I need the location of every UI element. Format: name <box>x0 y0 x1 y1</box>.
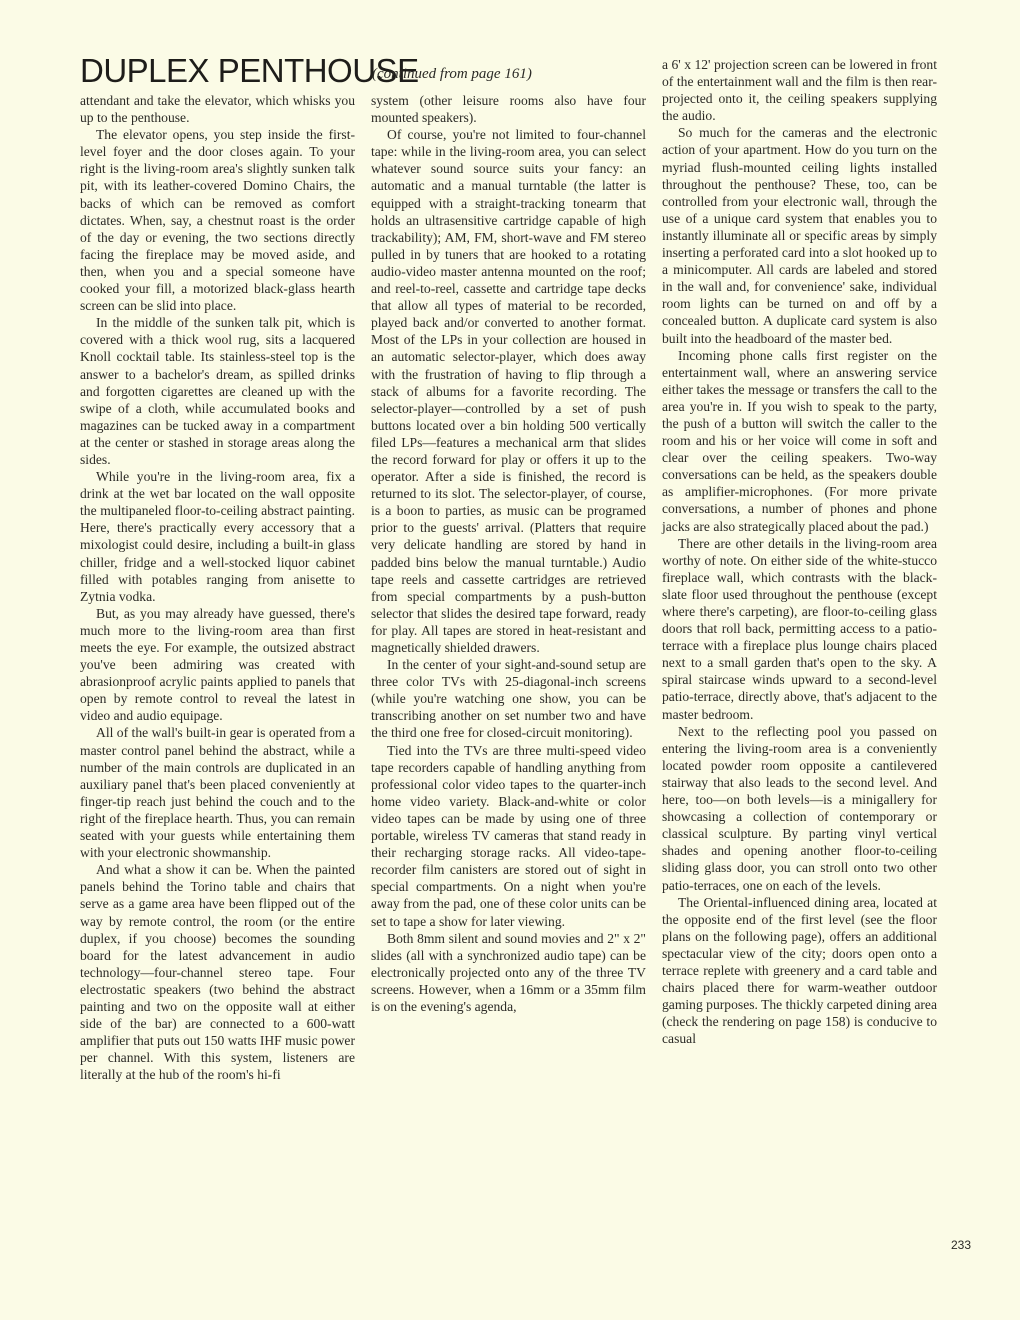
paragraph: And what a show it can be. When the painted panels behind the Torino table and chairs that serve as a game area have been flipped out of the way by remote control, the room (or the entire duplex, if you choose) becomes the sounding board for the latest advancement in audio technology—four-channel stereo tape. Four electrostatic speakers (two behind the abstract painting and two on the opposite wall at either side of the bar) are connected to a 600-watt amplifier that puts out 150 watts IHF music power per channel. With this system, listeners are literally at the hub of the room's hi-fi <box>80 862 355 1083</box>
paragraph: The elevator opens, you step inside the first-level foyer and the door closes again. To your right is the living-room area's slightly sunken talk pit, with its leather-covered Domino Chairs, the backs of which can be removed as comfort dictates. When, say, a chestnut roast is the order of the day or evening, the two sections directly facing the fireplace may be moved aside, and then, when you and a special someone have cooked your fill, a motorized black-glass hearth screen can be slid into place. <box>80 127 355 314</box>
paragraph: a 6' x 12' projection screen can be lowered in front of the entertainment wall and the film is then rear-projected onto it, the ceiling speakers supplying the audio. <box>662 57 937 124</box>
article-title: DUPLEX PENTHOUSE <box>80 52 419 89</box>
continued-note: (continued from page 161) <box>372 66 532 82</box>
paragraph: While you're in the living-room area, fix a drink at the wet bar located on the wall opposite the multipaneled floor-to-ceiling abstract painting. Here, there's practically every accessory that a mixologist could desire, including a built-in glass chiller, fridge and a well-stocked liquor cabinet filled with potables ranging from anisette to Zytnia vodka. <box>80 469 355 604</box>
paragraph: In the middle of the sunken talk pit, which is covered with a thick wool rug, sits a lacquered Knoll cocktail table. Its stainless-steel top is the answer to a bachelor's dream, as spilled drinks and forgotten cigarettes are cleaned up with the swipe of a cloth, while accumulated books and magazines can be tucked away in a compartment at the center or stashed in storage areas along the sides. <box>80 315 355 467</box>
paragraph: system (other leisure rooms also have four mounted speakers). <box>371 93 646 126</box>
text-column-2 <box>371 92 646 1015</box>
paragraph: So much for the cameras and the electronic action of your apartment. How do you turn on the myriad flush-mounted ceiling lights installed throughout the penthouse? These, too, can be controlled from your electronic wall, through the use of a unique card system that enables you to instantly illuminate all or specific areas by simply inserting a perforated card into a slot hooked up to a minicomputer. All cards are labeled and stored in the wall and, for convenience' sake, individual room lights can be turned on and off by a concealed button. A duplicate card system is also built into the headboard of the master bed. <box>662 125 937 346</box>
paragraph: Both 8mm silent and sound movies and 2" x 2" slides (all with a synchronized audio tape) can be electronically projected onto any of the three TV screens. However, when a 16mm or a 35mm film is on the evening's agenda, <box>371 930 646 1014</box>
text-column-1 <box>80 92 355 1083</box>
paragraph: Tied into the TVs are three multi-speed video tape recorders capable of handling anything from professional color video tapes to the quarter-inch home video variety. Black-and-white or color video tapes can be made by using one of three portable, wireless TV cameras that stand ready in their recharging storage racks. All video-tape-recorder film canisters are stored out of sight in special compartments. On a night when you're away from the pad, one of these color units can be set to tape a show for later viewing. <box>371 742 646 929</box>
paragraph: The Oriental-influenced dining area, located at the opposite end of the first level (see the floor plans on the following page), offers an additional spectacular view of the city; doors open onto a terrace replete with greenery and a card table and chairs placed there for warm-weather outdoor gaming purposes. The thickly carpeted dining area (check the rendering on page 158) is conducive to casual <box>662 894 937 1047</box>
paragraph: In the center of your sight-and-sound setup are three color TVs with 25-diagonal-inch screens (while you're watching one show, you can be transcribing another on set number two and have the third one free for closed-circuit monitoring). <box>371 657 646 741</box>
paragraph: Next to the reflecting pool you passed on entering the living-room area is a conveniently located powder room opposite a cantilevered stairway that also leads to the second level. And here, too—on both levels—is a minigallery for showcasing a collection of contemporary or classical sculpture. By parting vinyl vertical shades and opening another floor-to-ceiling sliding glass door, you can stroll onto two other patio-terraces, one on each of the levels. <box>662 723 937 893</box>
paragraph: Incoming phone calls first register on the entertainment wall, where an answering service either takes the message or transfers the call to the area you're in. If you wish to speak to the party, the push of a button will switch the caller to the room and his or her voice will come in soft and clear over the ceiling speakers. Two-way conversations can be held, as the speakers double as amplifier-microphones. (For more private conversations, a number of phones and phone jacks are also strategically placed about the pad.) <box>662 347 937 534</box>
page-number: 233 <box>951 1238 972 1252</box>
paragraph: There are other details in the living-room area worthy of note. On either side of the white-stucco fireplace wall, which contrasts with the black-slate floor used throughout the penthouse (except where there's carpeting), are floor-to-ceiling glass doors that roll back, permitting access to a patio-terrace with a fireplace plus lounge chairs placed next to a small garden that's open to the sky. A spiral staircase winds upward to a second-level patio-terrace, directly above, that's adjacent to the master bedroom. <box>662 535 937 722</box>
paragraph: But, as you may already have guessed, there's much more to the living-room area than first meets the eye. For example, the outsized abstract you've been admiring was created with abrasionproof acrylic paints applied to panels that open by remote control to reveal the latest in video and audio equipage. <box>80 605 355 724</box>
text-column-3 <box>662 56 937 1047</box>
paragraph: Of course, you're not limited to four-channel tape: while in the living-room area, you can select whatever sound source suits your fancy: an automatic and a manual turntable (the latter is equipped with a straight-tracking tonearm that holds an ultrasensitive cartridge capable of high trackability); AM, FM, short-wave and FM stereo pulled in by tuners that are hooked to a rotating audio-video master antenna mounted on the roof; and reel-to-reel, cassette and cartridge tape decks that allow all types of material to be recorded, played back and/or converted to another format. Most of the LPs in your collection are housed in an automatic selector-player, which does away with the frustration of having to flip through a stack of albums for a favorite recording. The selector-player—controlled by a set of push buttons located over a bin holding 500 vertically filed LPs—features a mechanical arm that slides the record forward for play or offers it up to the operator. After a side is finished, the record is returned to its slot. The selector-player, of course, is a boon to parties, as music can be programed prior to the guests' arrival. (Platters that require very delicate handling are stored by hand in padded bins below the manual turntable.) Audio tape reels and cassette cartridges are retrieved from special compartments by a push-button selector that slides the desired tape forward, ready for play. All tapes are stored in heat-resistant and magnetically shielded drawers. <box>371 127 646 655</box>
paragraph: All of the wall's built-in gear is operated from a master control panel behind the abstract, while a number of the main controls are duplicated in an auxiliary panel that's been placed conveniently at finger-tip reach just behind the couch and to the right of the fireplace hearth. Thus, you can remain seated with your guests while entertaining them with your electronic showmanship. <box>80 725 355 861</box>
paragraph: attendant and take the elevator, which whisks you up to the penthouse. <box>80 93 355 126</box>
